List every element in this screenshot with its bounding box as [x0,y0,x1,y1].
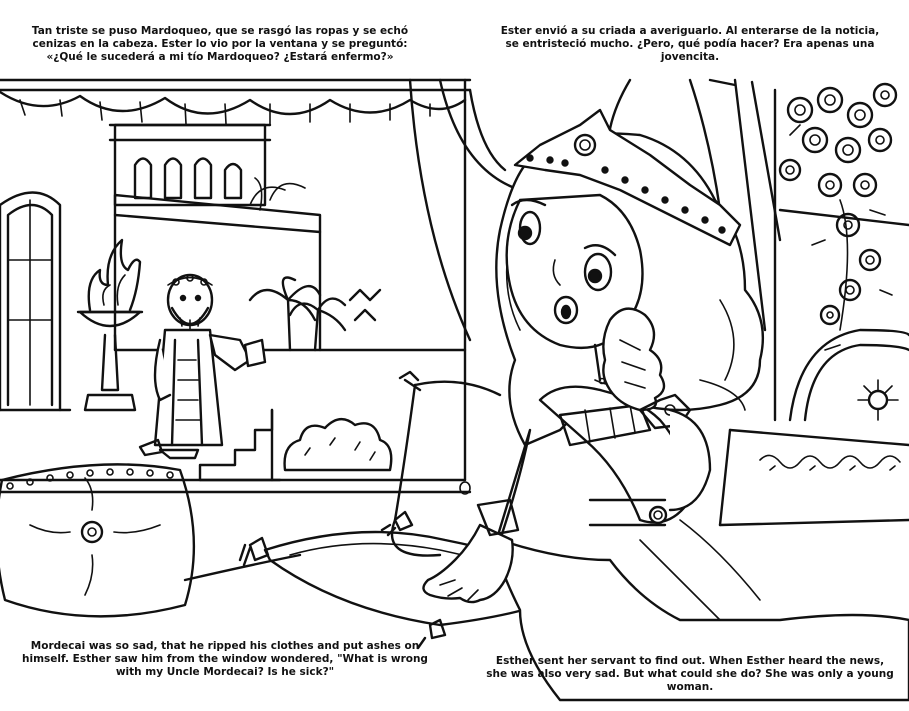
round-chair [790,330,909,420]
palm-trees [250,278,380,351]
fire-basin [78,240,142,410]
mordecai-figure [140,275,265,458]
caption-english-right: Esther sent her servant to find out. When Esther heard the news, she was also very sad. But what could she do? She was only a young woman. [486,655,894,693]
left-square-cushion [0,464,194,616]
caption-english-left: Mordecai was so sad, that he ripped his clothes and put ashes on himself. Esther saw him from the window wondered, "What is wrong with my Uncle Mordecai? Is he sick?" [22,640,428,678]
caption-spanish-left: Tan triste se puso Mardoqueo, que se rasgó las ropas y se echó cenizas en la cabeza. Ester lo vio por la ventana y se preguntó: «¿Qué le sucederá a mi tío Mardoqueo? ¿Estará enfermo?» [31,25,409,63]
curtain-valance [0,92,465,124]
caption-spanish-right: Ester envió a su criada a averiguarlo. Al enterarse de la noticia, se entristeció mucho. ¿Pero, qué podía hacer? Era apenas una jovencita. [500,25,880,63]
window-frame [0,80,470,492]
wave-bench [720,430,909,525]
arched-doorway [0,193,70,411]
garden-bush [285,419,392,470]
